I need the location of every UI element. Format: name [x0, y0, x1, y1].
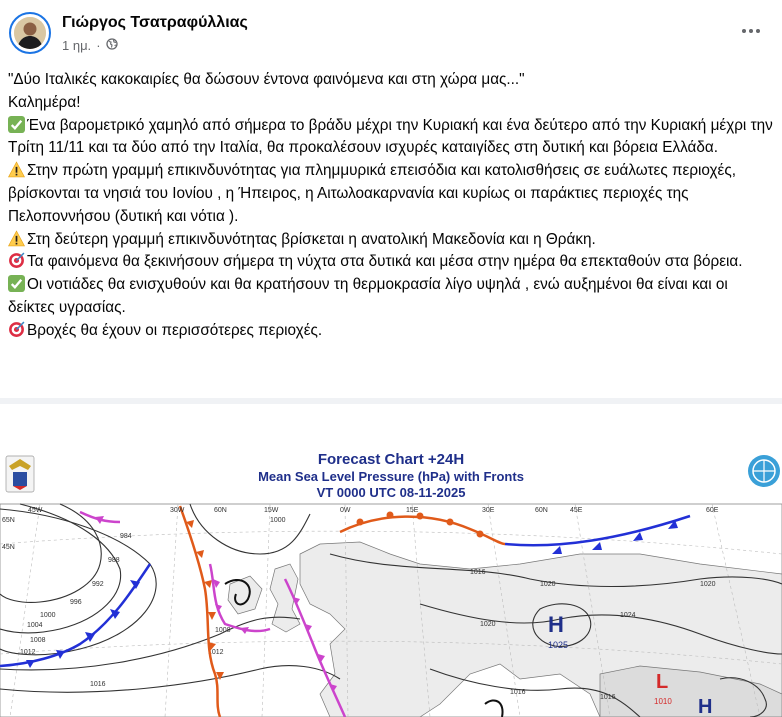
more-options-icon[interactable] [738, 20, 764, 42]
text-line: Στην πρώτη γραμμή επικινδυνότητας για πλημμυρικά επεισόδια και κατολισθήσεις σε ευάλωτες περιοχές, βρίσκονται τα νησιά του Ιονίου , η Ήπειρος, η Αιτωλοακαρνανία και κυρίως οι παράκτιες περιοχές της Πελοποννήσου (δυτική και νότια ). [8, 162, 736, 225]
svg-text:60E: 60E [706, 507, 719, 514]
check-icon [8, 275, 25, 292]
target-icon [8, 321, 25, 338]
svg-text:1004: 1004 [27, 622, 43, 629]
svg-text:1000: 1000 [40, 612, 56, 619]
author-name[interactable]: Γιώργος Τσατραφύλλιας [62, 14, 248, 31]
svg-text:15W: 15W [264, 507, 279, 514]
svg-text:984: 984 [120, 533, 132, 540]
text-line: Βροχές θα έχουν οι περισσότερες περιοχές. [8, 320, 778, 343]
post-meta [62, 38, 118, 53]
svg-text:1016: 1016 [510, 689, 526, 696]
avatar-photo [14, 17, 46, 49]
svg-text:1020: 1020 [480, 621, 496, 628]
avatar[interactable] [9, 12, 51, 54]
post-header [0, 0, 782, 62]
svg-text:1024: 1024 [620, 612, 636, 619]
warning-icon [8, 161, 25, 178]
low-center: L [656, 671, 669, 693]
svg-text:45N: 45N [2, 544, 15, 551]
text-line: "Δύο Ιταλικές κακοκαιρίες θα δώσουν έντονα φαινόμενα και στη χώρα μας..." [8, 71, 525, 88]
svg-text:1008: 1008 [215, 627, 231, 634]
svg-text:65N: 65N [2, 517, 15, 524]
warning-icon [8, 230, 25, 247]
svg-text:992: 992 [92, 581, 104, 588]
high-center: H [698, 696, 713, 717]
svg-text:1000: 1000 [270, 517, 286, 524]
svg-text:30E: 30E [482, 507, 495, 514]
low-center-value: 1010 [654, 697, 672, 706]
svg-text:1020: 1020 [700, 581, 716, 588]
chart-valid-time: VT 0000 UTC 08-11-2025 [316, 485, 466, 500]
check-icon [8, 116, 25, 133]
svg-text:0W: 0W [340, 507, 351, 514]
svg-text:1016: 1016 [470, 569, 486, 576]
text-line: Καλημέρα! [8, 93, 81, 111]
svg-text:988: 988 [108, 557, 120, 564]
svg-text:1016: 1016 [600, 694, 616, 701]
svg-text:1012: 1012 [208, 649, 224, 656]
svg-text:1008: 1008 [30, 637, 46, 644]
high-center: H [548, 612, 564, 637]
svg-text:45E: 45E [570, 507, 583, 514]
post-time[interactable]: 1 ημ. [62, 38, 92, 53]
text-line: Ένα βαρομετρικό χαμηλό από σήμερα το βράδυ μέχρι την Κυριακή και ένα δεύτερο από την Κυριακή μέχρι την Τρίτη 11/11 και τα δύο από την Ιταλία, θα προκαλέσουν ισχυρές καταιγίδες στη δυτική και βόρεια Ελλάδα. [8, 116, 773, 157]
svg-text:996: 996 [70, 599, 82, 606]
text-line: Τα φαινόμενα θα ξεκινήσουν σήμερα τη νύχτα στα δυτικά και μέσα στην ημέρα θα επεκταθούν στα βόρεια. [8, 251, 778, 274]
svg-text:45W: 45W [28, 507, 43, 514]
post-image[interactable] [0, 404, 782, 717]
chart-subtitle: Mean Sea Level Pressure (hPa) with Fronts [258, 469, 524, 484]
text-line: Στη δεύτερη γραμμή επικινδυνότητας βρίσκεται η ανατολική Μακεδονία και η Θράκη. [8, 229, 778, 252]
svg-text:1020: 1020 [540, 581, 556, 588]
meta-separator: · [96, 38, 101, 53]
svg-text:1012: 1012 [20, 649, 36, 656]
globe-icon [106, 38, 118, 53]
post-text [8, 69, 778, 343]
svg-text:60N: 60N [535, 507, 548, 514]
text-line: Οι νοτιάδες θα ενισχυθούν και θα κρατήσουν τη θερμοκρασία λίγο υψηλά , ενώ αυξημένοι θα είναι και οι δείκτες υγρασίας. [8, 276, 728, 316]
chart-title: Forecast Chart +24H [317, 451, 465, 468]
high-center-value: 1025 [548, 640, 569, 650]
target-icon [8, 252, 25, 269]
svg-text:1016: 1016 [90, 681, 106, 688]
svg-text:15E: 15E [406, 507, 419, 514]
svg-text:30W: 30W [170, 507, 185, 514]
svg-text:60N: 60N [214, 507, 227, 514]
